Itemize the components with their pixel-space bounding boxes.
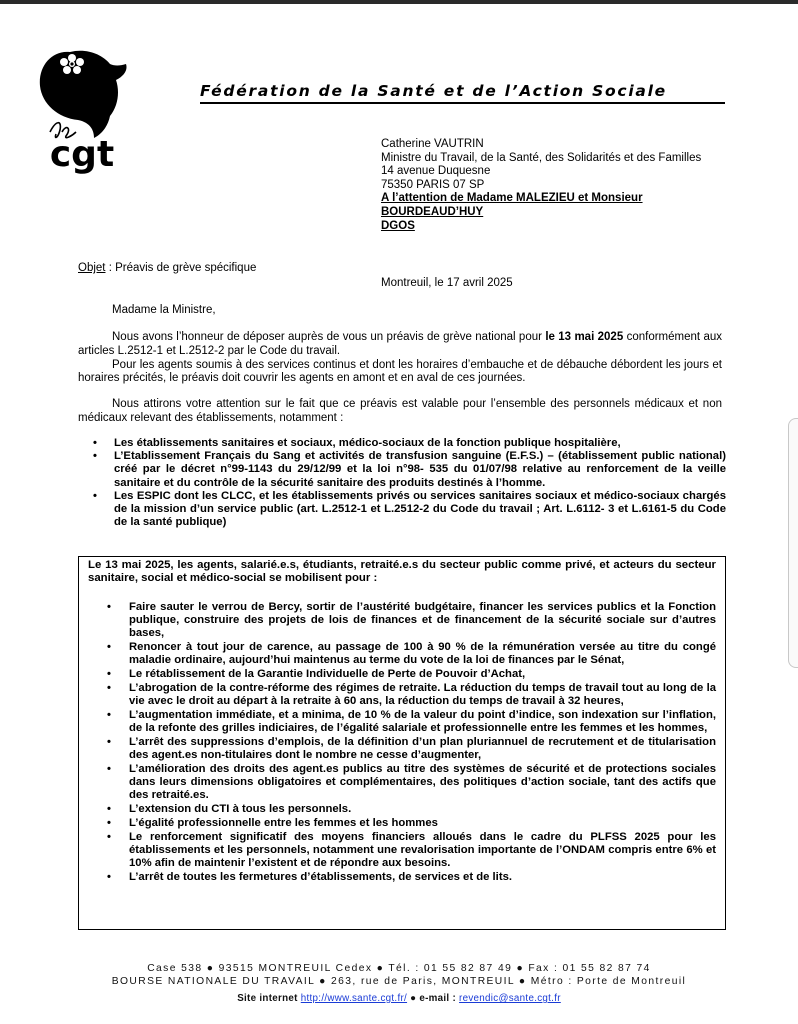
list-item: • L’abrogation de la contre-réforme des régimes de retraite. La réduction du temps de travail tout au long de la vie avec le droit au départ à la retraite à 60 ans, la réduction du temps de travail à 32 heures,	[129, 682, 716, 708]
salutation: Madame la Ministre,	[112, 304, 216, 316]
paragraph-strike-notice	[78, 331, 722, 386]
demands-intro: Le 13 mai 2025, les agents, salarié.e.s, étudiants, retraité.e.s du secteur public comme privé, et acteurs du secteur sanitaire, social et médico-social se mobilisent pour :	[88, 559, 716, 585]
attention-line-1: A l’attention de Madame MALEZIEU et Monsieur	[381, 192, 643, 205]
email-link[interactable]: revendic@sante.cgt.fr	[459, 993, 561, 1004]
list-item: • Les ESPIC dont les CLCC, et les établissements privés ou services sanitaires sociaux et médico-sociaux chargés de la mission d’un service public (art. L.2512-1 et L.2512-2 du Code du travail ; Art. L.6112- 3 et L.6161-5 du Code de la santé publique)	[114, 490, 726, 530]
list-item: • L’extension du CTI à tous les personnels.	[129, 803, 716, 816]
site-label: Site internet	[237, 993, 301, 1004]
subject-line	[78, 262, 256, 274]
cgt-bird-logo-icon	[32, 36, 132, 176]
footer-contact-line: Case 538 ● 93515 MONTREUIL Cedex ● Tél. : 01 55 82 87 49 ● Fax : 01 55 82 87 74	[147, 963, 651, 974]
letter-date: Montreuil, le 17 avril 2025	[381, 277, 513, 289]
demands-list	[129, 601, 716, 885]
footer-address-line: BOURSE NATIONALE DU TRAVAIL ● 263, rue de Paris, MONTREUIL ● Métro : Porte de Montreuil	[111, 976, 687, 987]
subject-label: Objet	[78, 262, 106, 274]
recipient-street: 14 avenue Duquesne	[381, 165, 491, 178]
logo-cgt-text: cgt	[49, 134, 115, 175]
paragraph1-before: Nous avons l’honneur de déposer auprès de vous un préavis de grève national pour	[112, 331, 546, 343]
paragraph2-text: Nous attirons votre attention sur le fait que ce préavis est valable pour l’ensemble des personnels médicaux et non médicaux relevant des établissements, notamment :	[78, 398, 722, 424]
strike-date: le 13 mai 2025	[545, 331, 624, 343]
recipient-address	[381, 138, 726, 233]
list-item: • L’égalité professionnelle entre les femmes et les hommes	[129, 817, 716, 830]
scrollbar-handle[interactable]	[788, 418, 798, 668]
list-item: • Le rétablissement de la Garantie Individuelle de Perte de Pouvoir d’Achat,	[129, 668, 716, 681]
list-item: • L’augmentation immédiate, et a minima, de 10 % de la valeur du point d’indice, son indexation sur l’inflation, de la refonte des grilles indiciaires, de l’égalité salariale et professionnelle entre les femmes et les hommes,	[129, 709, 716, 735]
subject-text: : Préavis de grève spécifique	[105, 262, 257, 274]
list-item: • Le renforcement significatif des moyens financiers alloués dans le cadre du PLFSS 2025 pour les établissements et les personnels, notamment une revalorisation importante de l’ONDAM compris entre 6% et 10% afin de maintenir l’existent et de répondre aux besoins.	[129, 831, 716, 870]
list-item: • Renoncer à tout jour de carence, au passage de 100 à 90 % de la rémunération versée au titre du congé maladie ordinaire, aujourd’hui maintenus au terme du vote de la loi de finances par le Sénat,	[129, 641, 716, 667]
list-item: • Les établissements sanitaires et sociaux, médico-sociaux de la fonction publique hospitalière,	[114, 437, 726, 450]
federation-title: Fédération de la Santé et de l’Action Sociale	[200, 82, 725, 104]
list-item: • Faire sauter le verrou de Bercy, sortir de l’austérité budgétaire, financer les services publics et la Fonction publique, construire des projets de lois de finances et de financement de la sécurité sociale sur d’autres bases,	[129, 601, 716, 640]
list-item: • L’amélioration des droits des agent.es publics au titre des systèmes de sécurité et de protections sociales dans leurs dimensions obligatoires et complémentaires, des politiques d’action sociale, tant des actifs que des retraité.es.	[129, 763, 716, 802]
demands-box	[78, 556, 726, 930]
recipient-city: 75350 PARIS 07 SP	[381, 178, 485, 191]
paragraph1-after: conformément aux articles L.2512-1 et L.2512-2 par le Code du travail.	[78, 331, 722, 357]
recipient-title: Ministre du Travail, de la Santé, des Solidarités et des Familles	[381, 151, 702, 164]
list-item: • L’Etablissement Français du Sang et activités de transfusion sanguine (E.F.S.) – (établissement public national) créé par le décret n°99-1143 du 29/12/99 et la loi n°98- 535 du 01/07/98 relative au renforcement de la veille sanitaire et du contrôle de la sécurité sanitaire des produits destinés à l’homme.	[114, 450, 726, 490]
paragraph-scope	[78, 398, 722, 426]
establishments-list	[78, 437, 726, 529]
site-link[interactable]: http://www.sante.cgt.fr/	[300, 993, 408, 1004]
top-edge-bar	[0, 0, 798, 4]
email-label: ● e-mail :	[407, 993, 460, 1004]
cgt-logo	[32, 36, 132, 176]
attention-line-3: DGOS	[381, 219, 415, 232]
list-item: • L’arrêt des suppressions d’emplois, de la définition d’un plan pluriannuel de recrutement et de titularisation des agent.es non-titulaires dont le nombre ne cesse d’augmenter,	[129, 736, 716, 762]
attention-line-2: BOURDEAUD’HUY	[381, 205, 484, 218]
list-item: • L’arrêt de toutes les fermetures d’établissements, de services et de lits.	[129, 871, 716, 884]
recipient-name: Catherine VAUTRIN	[381, 138, 484, 150]
footer-web-line	[0, 993, 798, 1004]
paragraph-continuous-services: Pour les agents soumis à des services continus et dont les horaires d’embauche et de débauche débordent les jours et horaires précités, le préavis doit couvrir les agents en amont et en aval de ces journées.	[78, 358, 722, 385]
